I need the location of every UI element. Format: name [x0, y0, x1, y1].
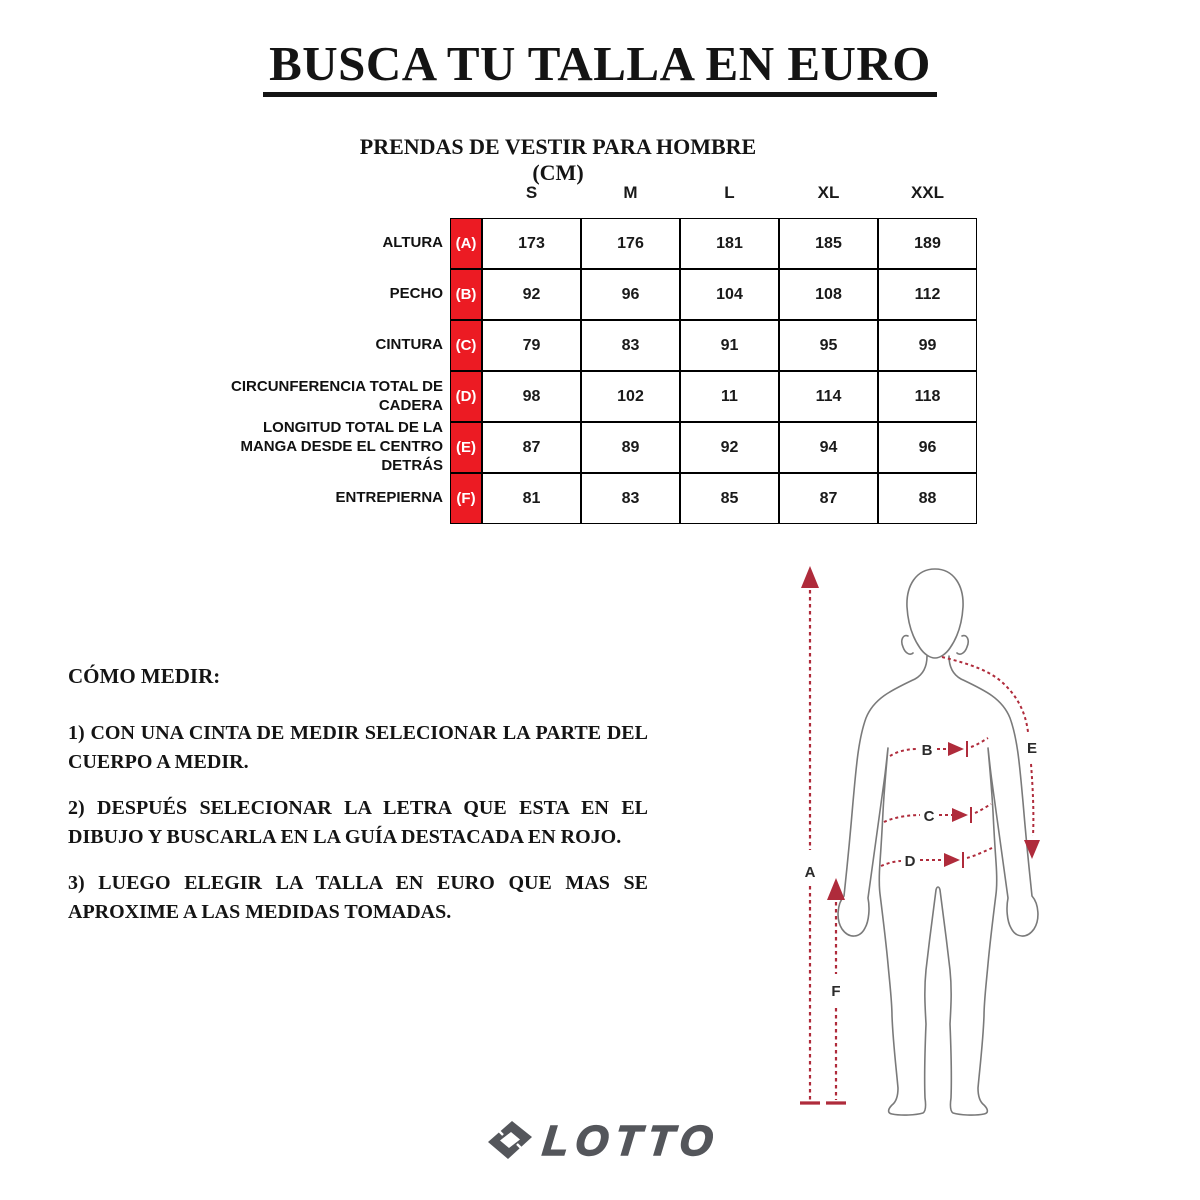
- row-letter-b: (B): [450, 269, 482, 320]
- instruction-step-2: 2) DESPUÉS SELECIONAR LA LETRA QUE ESTA EN EL DIBUJO Y BUSCARLA EN LA GUÍA DESTACADA EN ROJO.: [68, 797, 648, 848]
- table-cell: 108: [779, 269, 878, 320]
- figure-label-d: D: [904, 853, 916, 870]
- table-cell: 112: [878, 269, 977, 320]
- row-label-pecho: PECHO: [389, 285, 443, 303]
- column-header-l: L: [724, 183, 735, 202]
- row-label-cintura: CINTURA: [375, 336, 443, 354]
- arrow-a: [800, 566, 820, 1103]
- page-subtitle: PRENDAS DE VESTIR PARA HOMBRE (CM): [359, 134, 757, 185]
- table-cell: 88: [878, 473, 977, 524]
- table-cell: 98: [482, 371, 581, 422]
- arrow-b: [890, 738, 988, 757]
- row-letter-f: (F): [450, 473, 482, 524]
- table-cell: 181: [680, 218, 779, 269]
- table-cell: 92: [482, 269, 581, 320]
- figure-label-a: A: [804, 864, 816, 881]
- lotto-wordmark: LOTTO: [540, 1116, 723, 1164]
- table-cell: 118: [878, 371, 977, 422]
- table-cell: 104: [680, 269, 779, 320]
- row-label-altura: ALTURA: [382, 234, 443, 252]
- arrow-c: [884, 804, 991, 823]
- row-letter-e: (E): [450, 422, 482, 473]
- table-cell: 114: [779, 371, 878, 422]
- figure-label-c: C: [923, 808, 935, 825]
- table-cell: 189: [878, 218, 977, 269]
- row-letter-a: (A): [450, 218, 482, 269]
- table-cell: 83: [581, 473, 680, 524]
- row-label-cadera: CIRCUNFERENCIA TOTAL DE CADERA: [231, 377, 443, 414]
- instruction-step-1: 1) CON UNA CINTA DE MEDIR SELECIONAR LA PARTE DEL CUERPO A MEDIR.: [68, 722, 648, 773]
- measurement-figure: [780, 550, 1200, 1150]
- arrow-d: [881, 848, 992, 868]
- column-header-xl: XL: [817, 183, 840, 202]
- table-cell: 185: [779, 218, 878, 269]
- header-spacer: [180, 168, 450, 218]
- figure-label-b: B: [921, 742, 933, 759]
- size-table: [180, 168, 977, 524]
- table-cell: 87: [779, 473, 878, 524]
- page-title: BUSCA TU TALLA EN EURO: [263, 38, 937, 97]
- row-label-entrepierna: ENTREPIERNA: [335, 489, 443, 507]
- table-cell: 102: [581, 371, 680, 422]
- lotto-diamond-icon: [487, 1120, 533, 1161]
- figure-label-e: E: [1026, 740, 1038, 757]
- title-wrap: [0, 38, 1200, 97]
- table-cell: 81: [482, 473, 581, 524]
- instructions: [68, 664, 648, 944]
- table-cell: 89: [581, 422, 680, 473]
- table-cell: 83: [581, 320, 680, 371]
- column-header-xxl: XXL: [910, 183, 945, 202]
- table-cell: 11: [680, 371, 779, 422]
- table-cell: 87: [482, 422, 581, 473]
- row-letter-c: (C): [450, 320, 482, 371]
- table-cell: 79: [482, 320, 581, 371]
- column-header-s: S: [525, 183, 538, 202]
- table-cell: 91: [680, 320, 779, 371]
- measurement-arrows: [800, 566, 1040, 1103]
- table-cell: 92: [680, 422, 779, 473]
- table-cell: 94: [779, 422, 878, 473]
- table-cell: 96: [878, 422, 977, 473]
- man-outline: [838, 569, 1038, 1115]
- figure-letter-labels: [805, 740, 1037, 1000]
- row-letter-d: (D): [450, 371, 482, 422]
- row-label-manga: LONGITUD TOTAL DE LA MANGA DESDE EL CENTRO DETRÁS: [240, 419, 443, 474]
- lotto-logo: [487, 1116, 723, 1164]
- table-cell: 176: [581, 218, 680, 269]
- instructions-heading: CÓMO MEDIR:: [68, 664, 221, 688]
- table-cell: 96: [581, 269, 680, 320]
- table-cell: 95: [779, 320, 878, 371]
- table-cell: 99: [878, 320, 977, 371]
- table-cell: 173: [482, 218, 581, 269]
- table-cell: 85: [680, 473, 779, 524]
- instruction-step-3: 3) LUEGO ELEGIR LA TALLA EN EURO QUE MAS SE APROXIME A LAS MEDIDAS TOMADAS.: [68, 872, 648, 923]
- figure-label-f: F: [831, 983, 841, 1000]
- column-header-m: M: [623, 183, 638, 202]
- header-spacer: [450, 168, 482, 218]
